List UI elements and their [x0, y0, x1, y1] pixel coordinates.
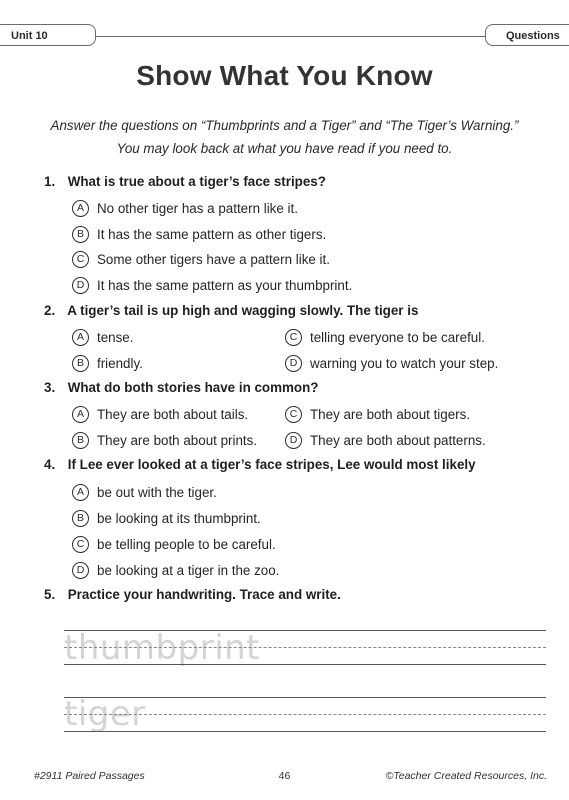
- handwriting-top-line: [64, 697, 546, 698]
- unit-tab: Unit 10: [0, 24, 96, 46]
- q4-option-a[interactable]: [72, 482, 217, 502]
- option-text: They are both about tails.: [97, 406, 249, 422]
- answer-bubble-c[interactable]: C: [72, 251, 89, 268]
- question-number: 2.: [44, 303, 56, 318]
- option-text: warning you to watch your step.: [310, 355, 499, 371]
- option-text: No other tiger has a pattern like it.: [97, 200, 298, 216]
- answer-bubble-b[interactable]: B: [72, 432, 89, 449]
- question-text: A tiger’s tail is up high and wagging slowly. The tiger is: [67, 303, 419, 318]
- answer-bubble-c[interactable]: C: [285, 406, 302, 423]
- answer-bubble-d[interactable]: D: [72, 277, 89, 294]
- option-text: It has the same pattern as your thumbprint.: [97, 277, 353, 293]
- q2-option-c[interactable]: [285, 327, 485, 347]
- page-title: Show What You Know: [136, 60, 433, 91]
- q2-option-b[interactable]: [72, 353, 143, 373]
- handwriting-mid-line: [64, 714, 546, 715]
- option-text: be looking at a tiger in the zoo.: [97, 562, 280, 578]
- answer-bubble-b[interactable]: B: [72, 510, 89, 527]
- answer-bubble-a[interactable]: A: [72, 200, 89, 217]
- option-text: be telling people to be careful.: [97, 536, 276, 552]
- option-text: It has the same pattern as other tigers.: [97, 226, 327, 242]
- question-3: [44, 380, 318, 395]
- answer-bubble-c[interactable]: C: [285, 329, 302, 346]
- section-tab: Questions: [485, 24, 569, 46]
- question-text: If Lee ever looked at a tiger’s face stripes, Lee would most likely: [67, 457, 476, 472]
- option-text: tense.: [97, 329, 134, 345]
- question-number: 1.: [44, 174, 56, 189]
- q4-option-b[interactable]: [72, 508, 261, 528]
- handwriting-base-line[interactable]: [64, 731, 546, 732]
- q3-option-d[interactable]: [285, 430, 486, 450]
- question-1: [44, 174, 326, 189]
- answer-bubble-d[interactable]: D: [72, 562, 89, 579]
- answer-bubble-c[interactable]: C: [72, 536, 89, 553]
- answer-bubble-a[interactable]: A: [72, 329, 89, 346]
- q3-option-c[interactable]: [285, 404, 470, 424]
- instructions-line-1: Answer the questions on “Thumbprints and a Tiger” and “The Tiger’s Warning.”: [50, 118, 519, 133]
- option-text: They are both about patterns.: [310, 432, 486, 448]
- q1-option-b[interactable]: [72, 224, 326, 244]
- q3-option-b[interactable]: [72, 430, 257, 450]
- option-text: friendly.: [97, 355, 143, 371]
- option-text: be looking at its thumbprint.: [97, 510, 261, 526]
- footer-page-number: 46: [278, 770, 291, 782]
- instructions: [20, 114, 549, 160]
- option-text: Some other tigers have a pattern like it.: [97, 251, 330, 267]
- trace-word-thumbprint: thumbprint: [64, 628, 261, 668]
- q1-option-a[interactable]: [72, 198, 298, 218]
- answer-bubble-b[interactable]: B: [72, 226, 89, 243]
- answer-bubble-d[interactable]: D: [285, 355, 302, 372]
- question-text: Practice your handwriting. Trace and write.: [67, 587, 341, 602]
- question-number: 4.: [44, 457, 56, 472]
- q3-option-a[interactable]: [72, 404, 248, 424]
- question-2: [44, 303, 418, 318]
- q2-option-a[interactable]: [72, 327, 133, 347]
- option-text: telling everyone to be careful.: [310, 329, 485, 345]
- handwriting-base-line[interactable]: [64, 664, 546, 665]
- question-4: [44, 457, 476, 472]
- q4-option-d[interactable]: [72, 560, 279, 580]
- trace-word-tiger: tiger: [64, 694, 146, 734]
- q1-option-d[interactable]: [72, 275, 352, 295]
- handwriting-top-line: [64, 630, 546, 631]
- handwriting-mid-line: [64, 647, 546, 648]
- answer-bubble-b[interactable]: B: [72, 355, 89, 372]
- option-text: They are both about tigers.: [310, 406, 471, 422]
- footer-book-title: #2911 Paired Passages: [34, 770, 145, 782]
- option-text: They are both about prints.: [97, 432, 258, 448]
- question-5: [44, 587, 341, 602]
- q4-option-c[interactable]: [72, 534, 276, 554]
- question-number: 3.: [44, 380, 56, 395]
- answer-bubble-a[interactable]: A: [72, 406, 89, 423]
- footer-copyright: ©Teacher Created Resources, Inc.: [385, 770, 547, 782]
- option-text: be out with the tiger.: [97, 484, 217, 500]
- q1-option-c[interactable]: [72, 249, 330, 269]
- question-text: What do both stories have in common?: [67, 380, 319, 395]
- instructions-line-2: You may look back at what you have read if you need to.: [116, 141, 453, 156]
- question-text: What is true about a tiger’s face stripes?: [67, 174, 326, 189]
- q2-option-d[interactable]: [285, 353, 498, 373]
- answer-bubble-d[interactable]: D: [285, 432, 302, 449]
- answer-bubble-a[interactable]: A: [72, 484, 89, 501]
- page-header: [0, 0, 569, 52]
- question-number: 5.: [44, 587, 56, 602]
